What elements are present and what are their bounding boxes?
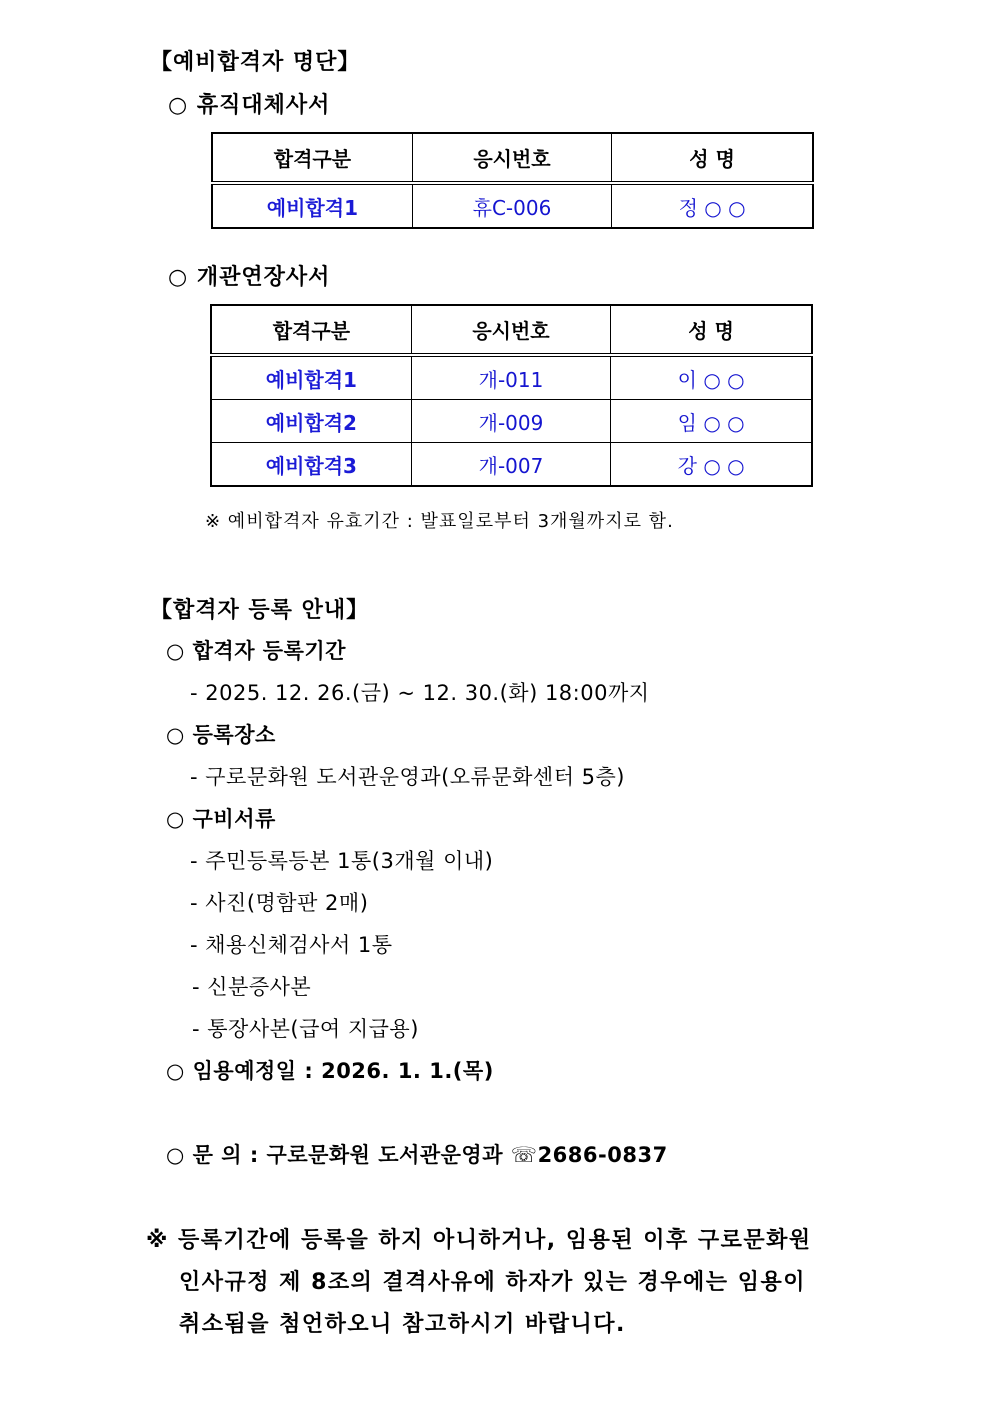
table-header-row xyxy=(212,133,813,183)
group-title-leave-replacement: ○ 휴직대체사서 xyxy=(168,93,331,118)
reserve-table-leave-replacement xyxy=(211,132,814,229)
cell-category: 예비합격1 xyxy=(212,183,412,228)
cell-name: 강 ○ ○ xyxy=(611,443,812,487)
cell-number: 개-009 xyxy=(411,400,610,443)
table-row xyxy=(211,355,812,400)
cell-category: 예비합격2 xyxy=(211,400,411,443)
warning-line: ※ 등록기간에 등록을 하지 아니하거나, 임용된 이후 구로문화원 xyxy=(146,1228,812,1253)
header-name: 성 명 xyxy=(612,133,813,183)
validity-note: ※ 예비합격자 유효기간 : 발표일로부터 3개월까지로 함. xyxy=(205,511,674,532)
registration-place-title: ○ 등록장소 xyxy=(166,723,276,747)
cell-category: 예비합격3 xyxy=(211,443,411,487)
reserve-table-extended-hours xyxy=(210,304,813,487)
cell-name: 이 ○ ○ xyxy=(611,355,812,400)
header-number: 응시번호 xyxy=(411,305,610,355)
registration-period-title: ○ 합격자 등록기간 xyxy=(166,639,346,663)
reserve-list-title: 【예비합격자 명단】 xyxy=(150,50,361,75)
appointment-date: ○ 임용예정일 : 2026. 1. 1.(목) xyxy=(166,1059,494,1083)
registration-period-value: - 2025. 12. 26.(금) ~ 12. 30.(화) 18:00까지 xyxy=(190,681,650,705)
cell-number: 개-011 xyxy=(411,355,610,400)
required-doc-item: - 주민등록등본 1통(3개월 이내) xyxy=(190,849,494,873)
cell-name: 임 ○ ○ xyxy=(611,400,812,443)
warning-line: 취소됨을 첨언하오니 참고하시기 바랍니다. xyxy=(179,1312,626,1337)
inquiry-contact: ○ 문 의 : 구로문화원 도서관운영과 ☏2686-0837 xyxy=(166,1143,668,1167)
required-docs-title: ○ 구비서류 xyxy=(166,807,276,831)
table-row xyxy=(211,443,812,487)
registration-place-value: - 구로문화원 도서관운영과(오류문화센터 5층) xyxy=(190,765,625,789)
cell-number: 개-007 xyxy=(411,443,610,487)
registration-guide-title: 【합격자 등록 안내】 xyxy=(150,598,370,623)
header-number: 응시번호 xyxy=(412,133,611,183)
group-title-extended-hours: ○ 개관연장사서 xyxy=(168,265,331,290)
cell-number: 휴C-006 xyxy=(412,183,611,228)
table-row xyxy=(212,183,813,228)
required-doc-item: - 통장사본(급여 지급용) xyxy=(192,1017,419,1041)
header-category: 합격구분 xyxy=(211,305,411,355)
cell-name: 정 ○ ○ xyxy=(612,183,813,228)
warning-line: 인사규정 제 8조의 결격사유에 하자가 있는 경우에는 임용이 xyxy=(179,1270,806,1295)
required-doc-item: - 채용신체검사서 1통 xyxy=(190,933,393,957)
table-row xyxy=(211,400,812,443)
header-name: 성 명 xyxy=(611,305,812,355)
table-header-row xyxy=(211,305,812,355)
header-category: 합격구분 xyxy=(212,133,412,183)
required-doc-item: - 사진(명함판 2매) xyxy=(190,891,369,915)
required-doc-item: - 신분증사본 xyxy=(192,975,312,999)
cell-category: 예비합격1 xyxy=(211,355,411,400)
